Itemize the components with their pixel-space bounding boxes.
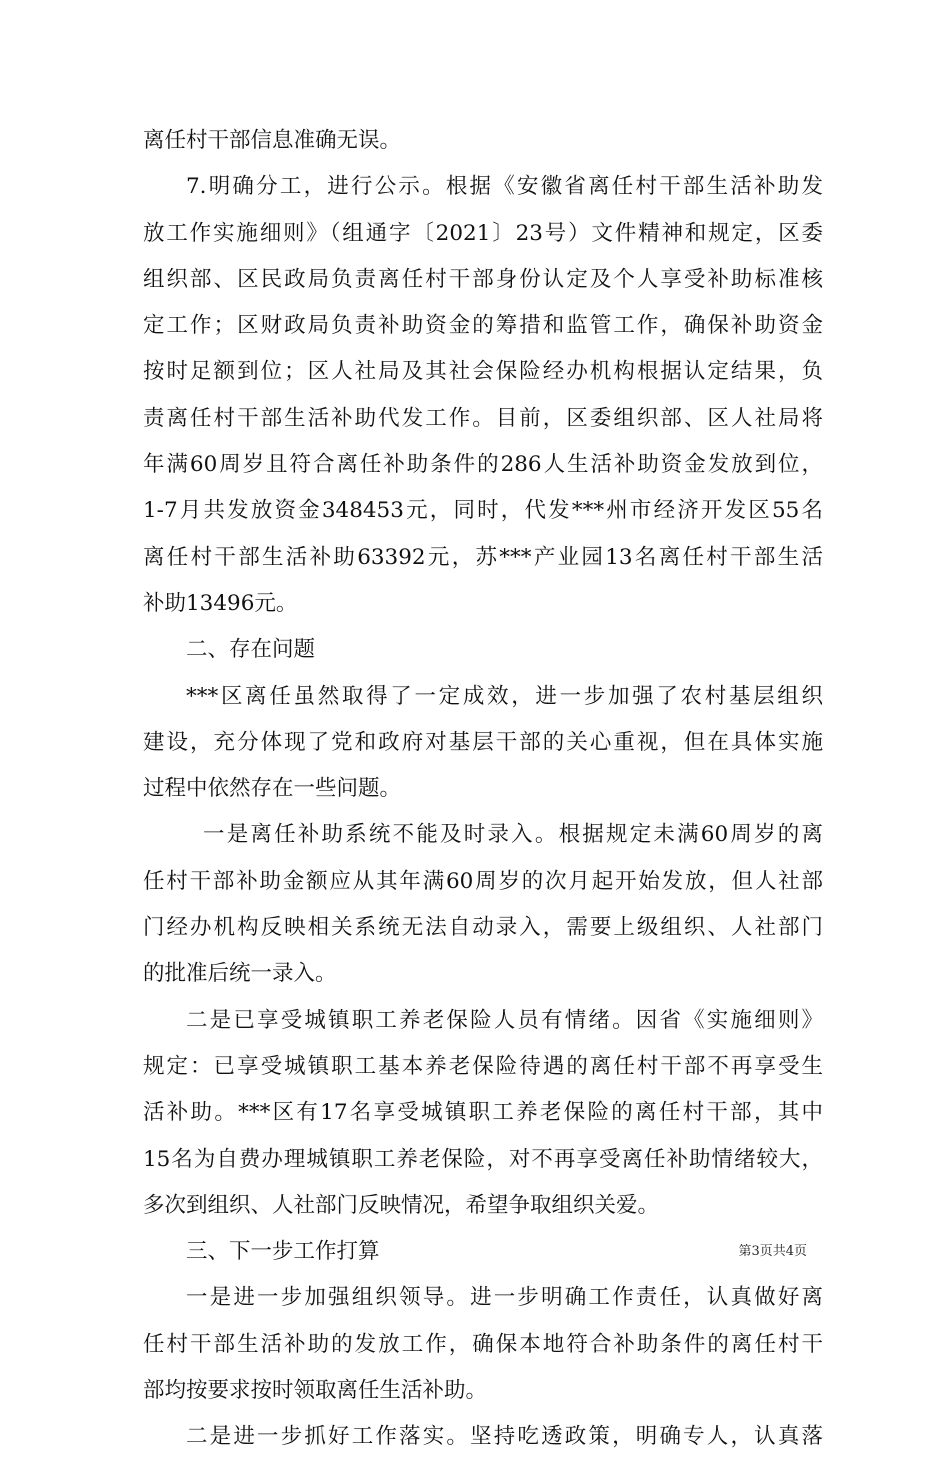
text-line: 一是离任补助系统不能及时录入。根据规定未满60周岁的离: [203, 822, 823, 848]
text-line: 1-7月共发放资金348453元，同时，代发***州市经济开发区55名: [143, 498, 823, 524]
text-line: 按时足额到位；区人社局及其社会保险经办机构根据认定结果，负: [143, 359, 823, 385]
text-line: 一是进一步加强组织领导。进一步明确工作责任，认真做好离: [186, 1285, 823, 1311]
text-line: 门经办机构反映相关系统无法自动录入，需要上级组织、人社部门: [143, 915, 823, 941]
text-line: 7.明确分工，进行公示。根据《安徽省离任村干部生活补助发: [186, 174, 823, 200]
document-body: [143, 118, 823, 1461]
text-line: 多次到组织、人社部门反映情况，希望争取组织关爱。: [143, 1192, 660, 1218]
text-line: 补助13496元。: [143, 590, 298, 616]
text-line: 任村干部补助金额应从其年满60周岁的次月起开始发放，但人社部: [143, 868, 823, 894]
text-line: 部均按要求按时领取离任生活补助。: [143, 1378, 488, 1404]
text-line: 责离任村干部生活补助代发工作。目前，区委组织部、区人社局将: [143, 405, 823, 431]
text-line: 任村干部生活补助的发放工作，确保本地符合补助条件的离任村干: [143, 1331, 823, 1357]
text-line: ***区离任虽然取得了一定成效，进一步加强了农村基层组织: [186, 683, 823, 709]
text-line: 二是进一步抓好工作落实。坚持吃透政策，明确专人，认真落: [186, 1424, 823, 1450]
text-line: 离任村干部信息准确无误。: [143, 128, 402, 153]
text-line: 建设，充分体现了党和政府对基层干部的关心重视，但在具体实施: [143, 729, 823, 755]
text-line: 二是已享受城镇职工养老保险人员有情绪。因省《实施细则》: [186, 1007, 823, 1033]
text-line: 过程中依然存在一些问题。: [143, 776, 402, 802]
text-line: 离任村干部生活补助63392元，苏***产业园13名离任村干部生活: [143, 544, 823, 570]
text-line: 定工作；区财政局负责补助资金的筹措和监管工作，确保补助资金: [143, 313, 823, 339]
text-line: 15名为自费办理城镇职工养老保险，对不再享受离任补助情绪较大，: [143, 1146, 823, 1172]
text-line: 二、存在问题: [186, 637, 316, 663]
text-line: 的批准后统一录入。: [143, 961, 337, 987]
text-line: 活补助。***区有17名享受城镇职工养老保险的离任村干部，其中: [143, 1100, 823, 1126]
text-line: 组织部、区民政局负责离任村干部身份认定及个人享受补助标准核: [143, 266, 823, 292]
text-line: 年满60周岁且符合离任补助条件的286人生活补助资金发放到位，: [143, 452, 823, 478]
page-number-footer: 第3页共4页: [738, 1244, 807, 1259]
text-line: 规定：已享受城镇职工基本养老保险待遇的离任村干部不再享受生: [143, 1053, 823, 1079]
text-line: 放工作实施细则》（组通字〔2021〕23号）文件精神和规定，区委: [143, 220, 823, 246]
text-line: 三、下一步工作打算: [186, 1239, 380, 1265]
